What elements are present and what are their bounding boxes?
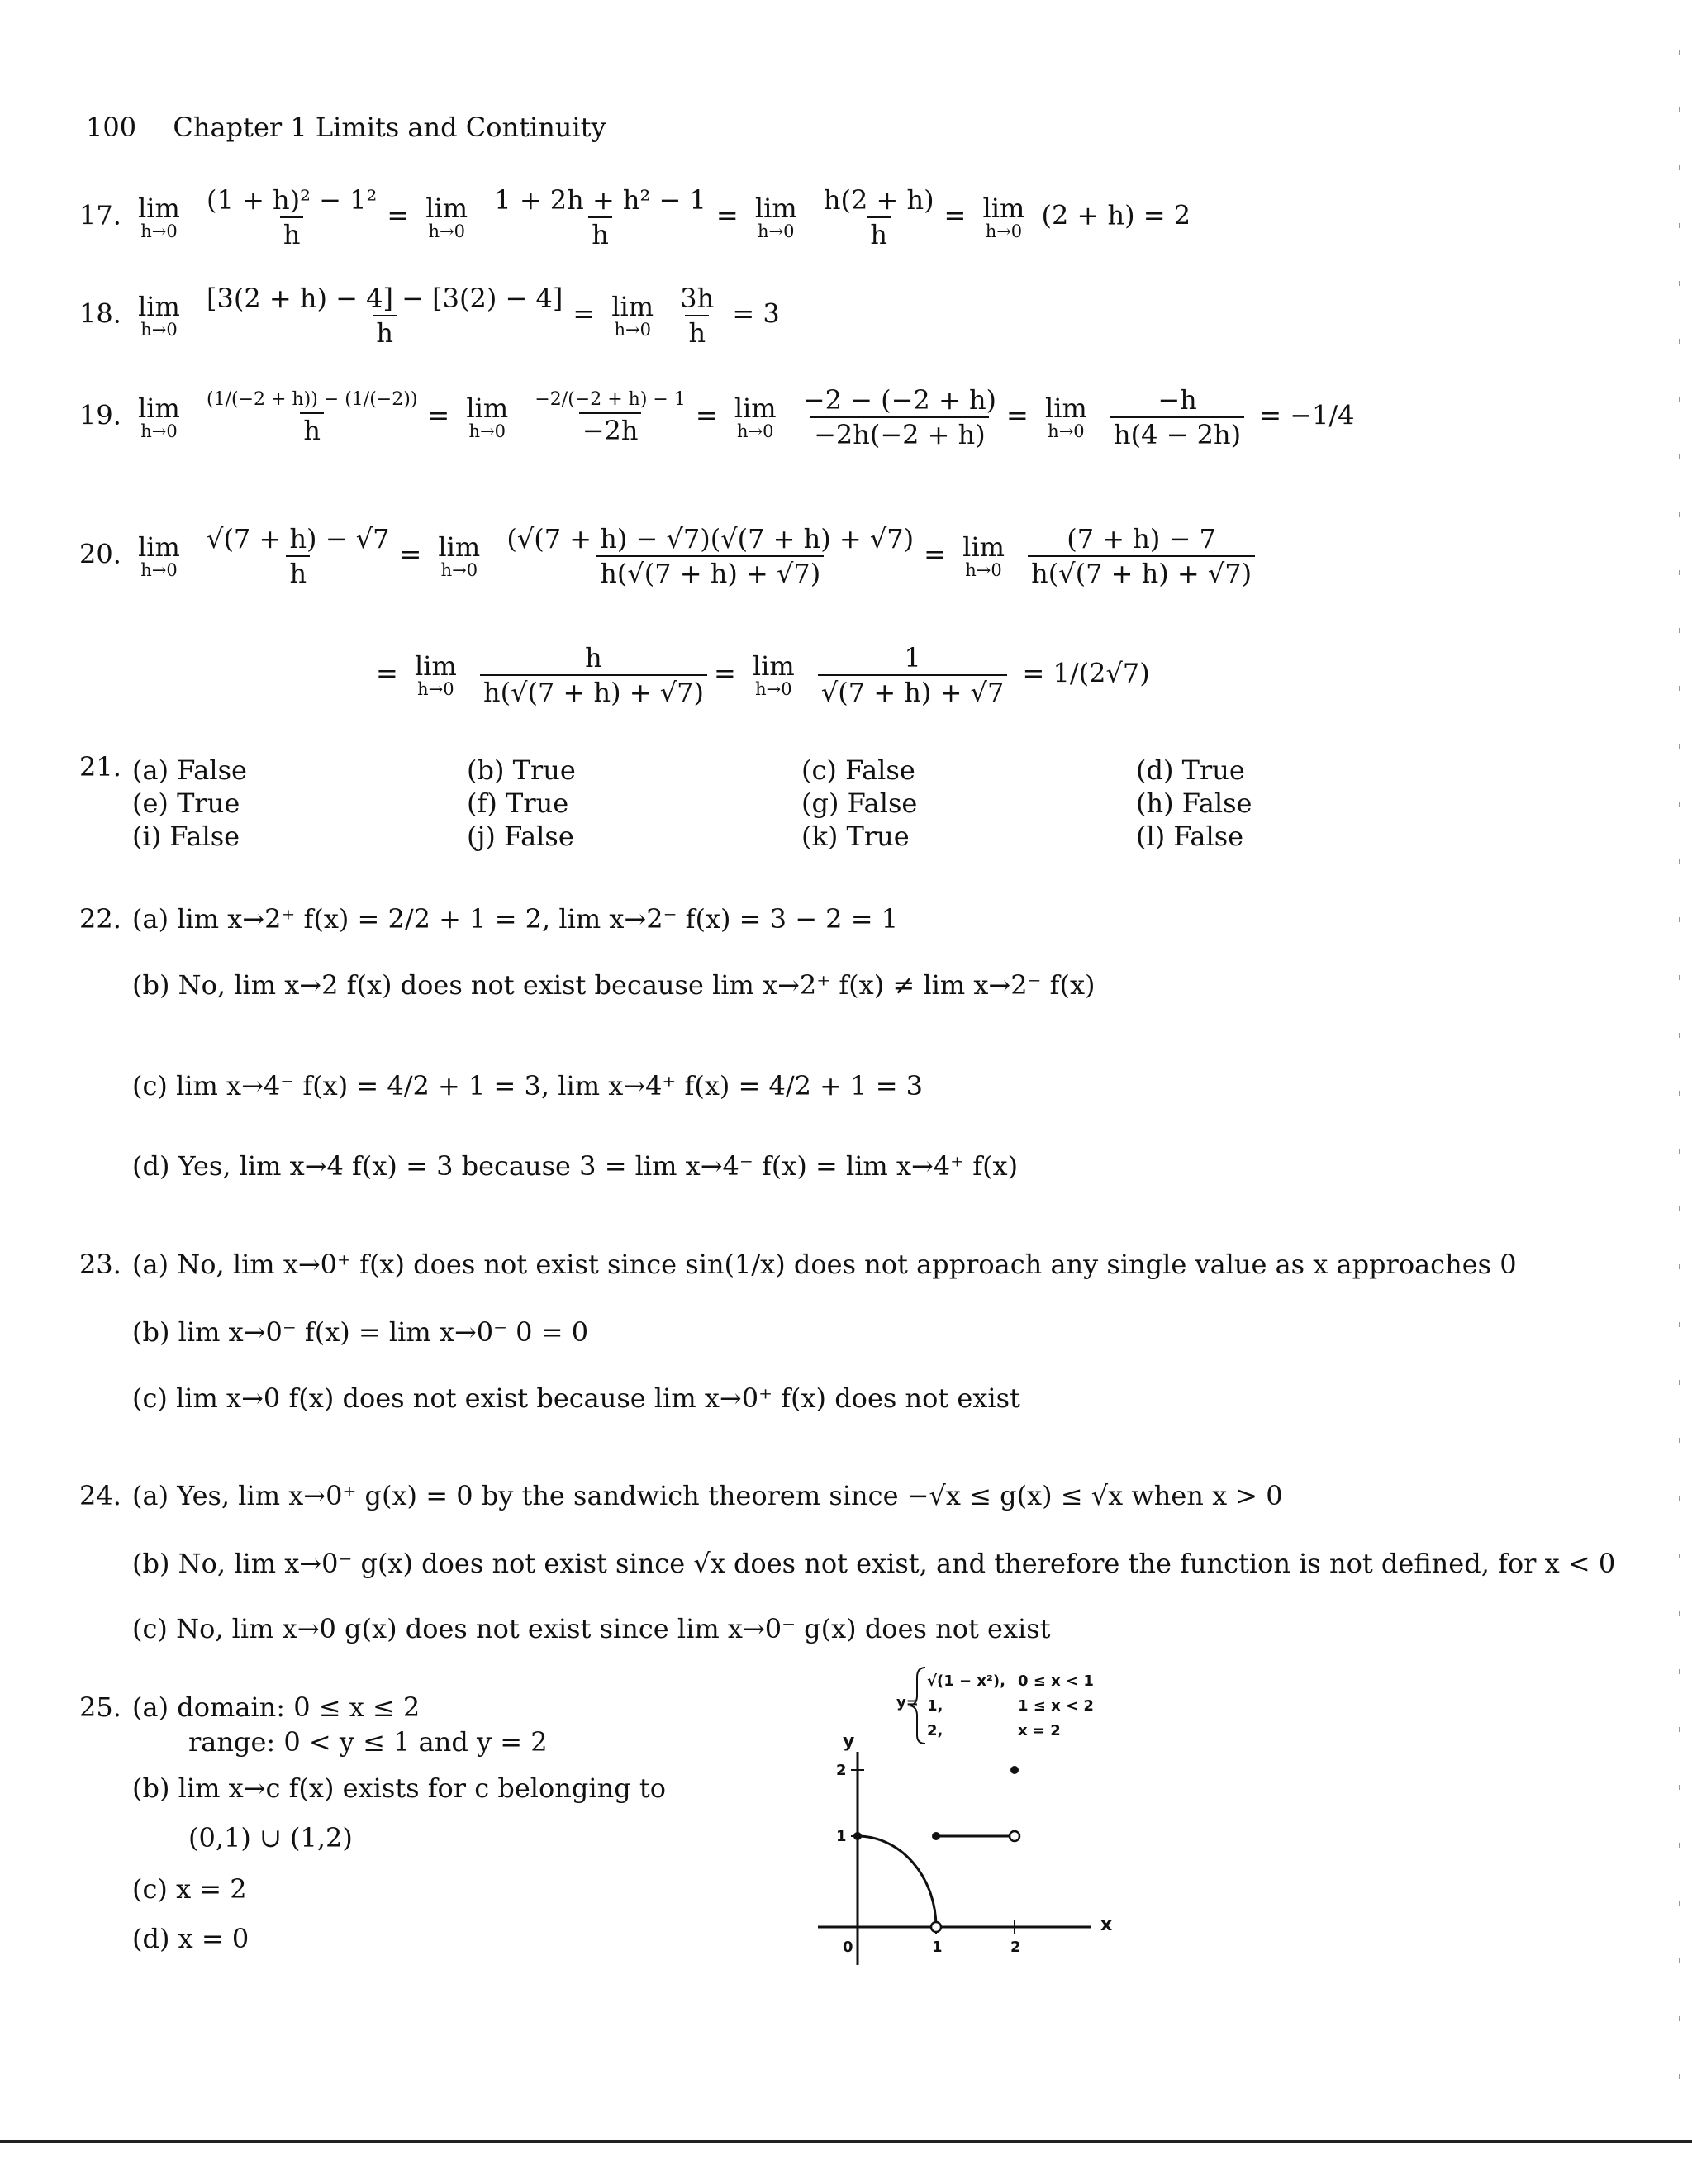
chapter-title: Chapter 1 Limits and Continuity [173,112,606,143]
problem-22-a: (a) lim x→2⁺ f(x) = 2/2 + 1 = 2, lim x→2⁻ f(x) = 3 − 2 = 1 [132,903,899,935]
answer-cell: (g) False [801,787,918,819]
problem-25-a2: range: 0 < y ≤ 1 and y = 2 [188,1726,548,1758]
closed-point-0-1 [853,1832,862,1840]
numerator: 3h [680,283,715,314]
answers-row [132,820,1252,853]
problem-22-d: (d) Yes, lim x→4 f(x) = 3 because 3 = lim x→4⁻ f(x) = lim x→4⁺ f(x) [132,1150,1019,1182]
denominator: −2h(−2 + h) [810,416,989,448]
numerator: 1 [904,642,921,673]
fraction [818,642,1007,708]
numerator: 1 + 2h + h² − 1 [494,184,706,216]
case-2-expr: 1, [927,1697,943,1715]
lim-sub: h→0 [428,221,465,241]
problem-21 [79,751,121,783]
lim-text: lim [438,531,481,563]
lim-text: lim [466,392,509,424]
case-2-cond: 1 ≤ x < 2 [1018,1697,1094,1715]
problem-number: 17. [79,199,121,231]
answers-row [132,787,1252,820]
problem-25-a1: (a) domain: 0 ≤ x ≤ 2 [132,1692,421,1723]
lim-text: lim [962,531,1005,563]
result: = 1/(2√7) [1022,657,1150,689]
lim-sub: h→0 [417,678,454,699]
limit-operator [982,192,1025,241]
limit-operator [138,290,180,340]
problem-number: 20. [79,538,121,570]
problem-24-b: (b) No, lim x→0⁻ g(x) does not exist since √x does not exist, and therefore the function is not defined, for x < 0 [132,1548,1616,1579]
limit-operator [754,192,797,241]
page-header [86,112,606,143]
fraction [1028,523,1255,589]
problem-22-number: 22. [79,903,121,935]
numerator: (7 + h) − 7 [1067,523,1216,554]
problem-22-b: (b) No, lim x→2 f(x) does not exist because lim x→2⁺ f(x) ≠ lim x→2⁻ f(x) [132,969,1096,1001]
denominator: h(4 − 2h) [1110,416,1244,448]
lim-text: lim [138,531,180,563]
denominator: h(√(7 + h) + √7) [1028,555,1255,587]
x-axis-label: x [1100,1915,1113,1935]
problem-20-line-1: 20. lim h→0 $\frac{√(7 + h) - √7}{h}$ = lim h→0 $\frac{(√(7 + h) - √7)(√(7 + h) + √7)}{h(√(7 + h) + √7)}$ = lim h→0 $\frac{(7 + h) - 7}{h(√(7 + h) + √7)}$ [79,526,1262,587]
numerator: −2/(−2 + h) − 1 [535,389,686,410]
denominator: √(7 + h) + √7 [818,674,1007,706]
problem-24-c: (c) No, lim x→0 g(x) does not exist since lim x→0⁻ g(x) does not exist [132,1613,1051,1644]
lim-sub: h→0 [468,421,506,441]
problem-24-number: 24. [79,1480,121,1511]
ytick-label-1: 1 [836,1828,847,1845]
limit-operator [438,531,481,580]
answer-cell: (h) False [1136,787,1252,819]
lim-text: lim [982,192,1025,224]
denominator: h [373,315,397,346]
closed-point-2-2 [1010,1766,1019,1774]
denominator: h [300,412,324,444]
lim-text: lim [734,392,777,424]
open-point-1-0 [931,1922,941,1932]
limit-operator [138,192,180,241]
lim-text: lim [138,392,180,424]
problem-20-line-2: = lim h→0 $\frac{h}{h(√(7 + h) + √7)}$ = lim h→0 $\frac{1}{√(7 + h) + √7}$ = 1/(2√7) [376,642,1150,708]
numerator: (1 + h)² − 1² [207,184,378,216]
lim-text: lim [1045,392,1087,424]
lim-text: lim [425,192,468,224]
denominator: h [588,216,612,248]
answer-cell: (k) True [801,821,910,852]
limit-operator [752,649,795,699]
xtick-label-2: 2 [1010,1939,1021,1956]
problem-17: 17. lim h→0 $\frac{\text{(1 + h)² − 1²}}{h}$ = lim h→0 $\frac{\text{1 + 2h + h² − 1}}{h}$ = lim h→0 $\frac{h(2 + h)}{h}$ = lim h→0 (2 + h) = 2 [79,184,1191,250]
answer-cell: (j) False [467,821,574,852]
limit-operator [466,392,509,441]
lim-text: lim [414,649,457,682]
answer-cell: (e) True [132,787,240,819]
fraction [503,523,917,589]
limit-operator [1045,392,1087,441]
fraction [203,184,380,250]
problem-23-a: (a) No, lim x→0⁺ f(x) does not exist since sin(1/x) does not approach any single value as x approaches 0 [132,1249,1517,1280]
lim-sub: h→0 [758,221,795,241]
lim-sub: h→0 [140,421,178,441]
y-axis-label: y [843,1731,855,1752]
fraction [491,184,710,250]
lim-text: lim [611,290,654,322]
result: = 3 [732,297,780,330]
answer-cell: (c) False [801,754,915,786]
lim-text: lim [138,290,180,322]
problem-23-number: 23. [79,1249,121,1280]
numerator: −2 − (−2 + h) [802,384,997,416]
answer-cell: (b) True [467,754,576,786]
case-3-expr: 2, [927,1722,943,1739]
answer-cell: (a) False [132,754,247,786]
fraction [820,184,938,250]
answer-cell: (f) True [467,787,569,819]
page-edge-marks [1679,50,1680,2115]
denominator: h [867,216,891,248]
lim-sub: h→0 [965,559,1002,580]
problem-number: 18. [79,297,121,330]
lim-sub: h→0 [736,421,774,441]
ytick-label-2: 2 [836,1762,847,1779]
limit-operator [611,290,654,340]
case-1-expr: √(1 − x²), [927,1672,1005,1690]
limit-operator [414,649,457,699]
problem-24-a: (a) Yes, lim x→0⁺ g(x) = 0 by the sandwich theorem since −√x ≤ g(x) ≤ √x when x > 0 [132,1480,1283,1511]
case-1-cond: 0 ≤ x < 1 [1018,1672,1094,1690]
fraction [1110,384,1244,450]
limit-operator [734,392,777,441]
limit-operator [962,531,1005,580]
problem-number: 19. [79,399,121,431]
problem-25-b2: (0,1) ∪ (1,2) [188,1822,353,1853]
quarter-circle-curve [858,1836,936,1927]
page-number: 100 [86,112,137,143]
numerator: (√(7 + h) − √7)(√(7 + h) + √7) [506,523,915,554]
lim-sub: h→0 [140,319,178,340]
piecewise-graph [801,1661,1132,1991]
denominator: −2h [579,412,642,444]
problem-23-b: (b) lim x→0⁻ f(x) = lim x→0⁻ 0 = 0 [132,1316,589,1348]
lim-text: lim [138,192,180,224]
numerator: −h [1157,384,1197,416]
result: = −1/4 [1259,399,1355,431]
xtick-label-1: 1 [932,1939,943,1956]
lim-sub: h→0 [140,221,178,241]
limit-operator [425,192,468,241]
problem-25-c: (c) x = 2 [132,1873,247,1905]
lim-sub: h→0 [614,319,651,340]
fraction [203,523,392,589]
problem-23-c: (c) lim x→0 f(x) does not exist because lim x→0⁺ f(x) does not exist [132,1382,1020,1414]
xtick-label-0: 0 [843,1939,853,1956]
denominator: h(√(7 + h) + √7) [596,555,824,587]
problem-number: 21. [79,751,121,783]
answers-row [132,754,1252,787]
answer-cell: (l) False [1136,821,1244,852]
lim-sub: h→0 [985,221,1023,241]
problem-19: 19. lim h→0 (1/(−2 + h)) − (1/(−2)) h = lim h→0 −2/(−2 + h) − 1 −2h = lim h→0 $\frac{-2 - (-2 + h)}{-2h(-2 + h)}$ = lim h→0 $\frac{-h}{h(4 - 2h)}$ = −1/4 [79,384,1355,450]
lim-sub: h→0 [755,678,792,699]
denominator: h(√(7 + h) + √7) [480,674,707,706]
numerator: (1/(−2 + h)) − (1/(−2)) [207,389,418,410]
closed-point-1-1 [932,1832,940,1840]
limit-operator [138,392,180,441]
fraction [800,384,1000,450]
answer-cell: (i) False [132,821,240,852]
result: (2 + h) = 2 [1041,199,1191,231]
fraction [203,391,421,444]
answers-table [132,754,1252,853]
numerator: [3(2 + h) − 4] − [3(2) − 4] [207,283,563,314]
lim-sub: h→0 [440,559,478,580]
lim-sub: h→0 [140,559,178,580]
lim-text: lim [752,649,795,682]
numerator: √(7 + h) − √7 [207,523,390,554]
problem-18: 18. lim h→0 $\frac{[3(2 + h) - 4] - [3(2) - 4]}{h}$ = lim h→0 $\frac{3h}{h}$ = 3 [79,283,780,349]
fraction [531,391,688,444]
problem-22-c: (c) lim x→4⁻ f(x) = 4/2 + 1 = 3, lim x→4⁺ f(x) = 4/2 + 1 = 3 [132,1070,924,1102]
graph-yeq: y= [896,1694,919,1711]
limit-operator [138,531,180,580]
denominator: h [286,555,310,587]
problem-25-b1: (b) lim x→c f(x) exists for c belonging to [132,1772,666,1804]
problem-25-d: (d) x = 0 [132,1923,250,1954]
problem-25-number: 25. [79,1692,121,1723]
numerator: h [585,642,602,673]
lim-sub: h→0 [1048,421,1085,441]
denominator: h [685,315,709,346]
numerator: h(2 + h) [823,184,934,216]
bottom-rule [0,2140,1692,2143]
denominator: h [280,216,304,248]
case-3-cond: x = 2 [1018,1722,1061,1739]
lim-text: lim [754,192,797,224]
fraction [677,283,717,349]
fraction [480,642,707,708]
open-point-2-1 [1010,1831,1019,1841]
answer-cell: (d) True [1136,754,1245,786]
